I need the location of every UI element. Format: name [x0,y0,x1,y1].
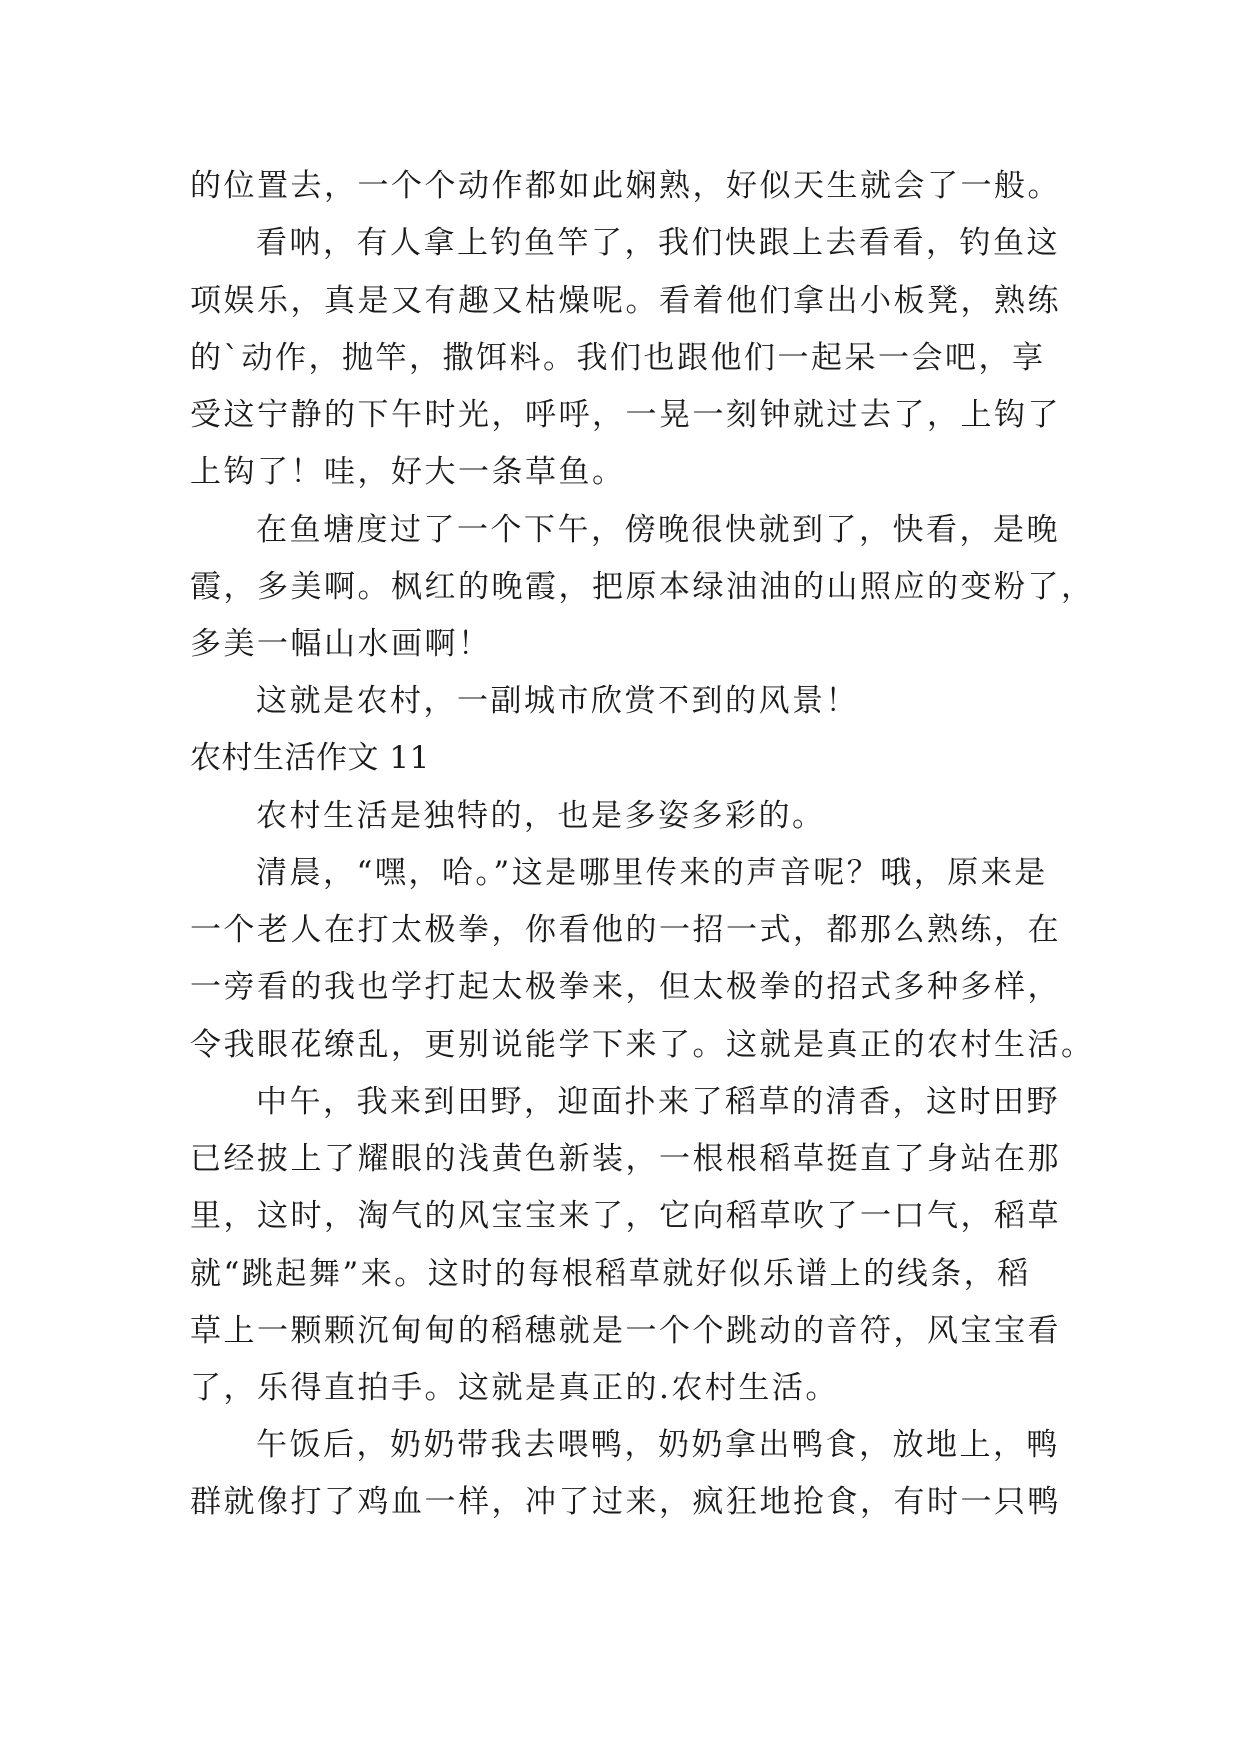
text-line: 令我眼花缭乱，更别说能学下来了。这就是真正的农村生活。 [190,1027,1095,1063]
text-line: 一旁看的我也学打起太极拳来，但太极拳的招式多种多样， [190,969,1061,1005]
paragraph-start-line: 农村生活是独特的，也是多姿多彩的。 [256,798,826,834]
section-heading: 农村生活作文 11 [190,740,430,776]
text-line: 已经披上了耀眼的浅黄色新装，一根根稻草挺直了身站在那 [190,1141,1061,1177]
paragraph-start-line: 清晨，“嘿，哈。”这是哪里传来的声音呢？哦，原来是 [256,855,1048,891]
paragraph-start-line: 午饭后，奶奶带我去喂鸭，奶奶拿出鸭食，放地上，鸭 [256,1427,1060,1463]
text-line: 多美一幅山水画啊！ [190,626,492,662]
paragraph-start-line: 这就是农村，一副城市欣赏不到的风景！ [256,683,859,719]
text-line: 里，这时，淘气的风宝宝来了，它向稻草吹了一口气，稻草 [190,1198,1061,1234]
text-line: 群就像打了鸡血一样，冲了过来，疯狂地抢食，有时一只鸭 [190,1484,1061,1520]
text-line: 受这宁静的下午时光，呼呼，一晃一刻钟就过去了，上钩了 [190,397,1061,433]
paragraph-start-line: 在鱼塘度过了一个下午，傍晚很快就到了，快看，是晚 [256,512,1060,548]
paragraph-start-line: 看呐，有人拿上钓鱼竿了，我们快跟上去看看，钓鱼这 [256,225,1060,261]
text-line: 上钩了！哇，好大一条草鱼。 [190,454,626,490]
text-line: 的位置去，一个个动作都如此娴熟，好似天生就会了一般。 [190,168,1061,204]
text-line: 项娱乐，真是又有趣又枯燥呢。看着他们拿出小板凳，熟练 [190,283,1061,319]
text-line: 就“跳起舞”来。这时的每根稻草就好似乐谱上的线条，稻 [190,1256,1031,1292]
text-line: 了，乐得直拍手。这就是真正的.农村生活。 [190,1370,839,1406]
text-line: 草上一颗颗沉甸甸的稻穗就是一个个跳动的音符，风宝宝看 [190,1313,1061,1349]
text-line: 霞，多美啊。枫红的晚霞，把原本绿油油的山照应的变粉了， [190,569,1095,605]
paragraph-start-line: 中午，我来到田野，迎面扑来了稻草的清香，这时田野 [256,1084,1060,1120]
text-line: 一个老人在打太极拳，你看他的一招一式，都那么熟练，在 [190,912,1061,948]
text-line: 的`动作，抛竿，撒饵料。我们也跟他们一起呆一会吧，享 [190,340,1046,376]
